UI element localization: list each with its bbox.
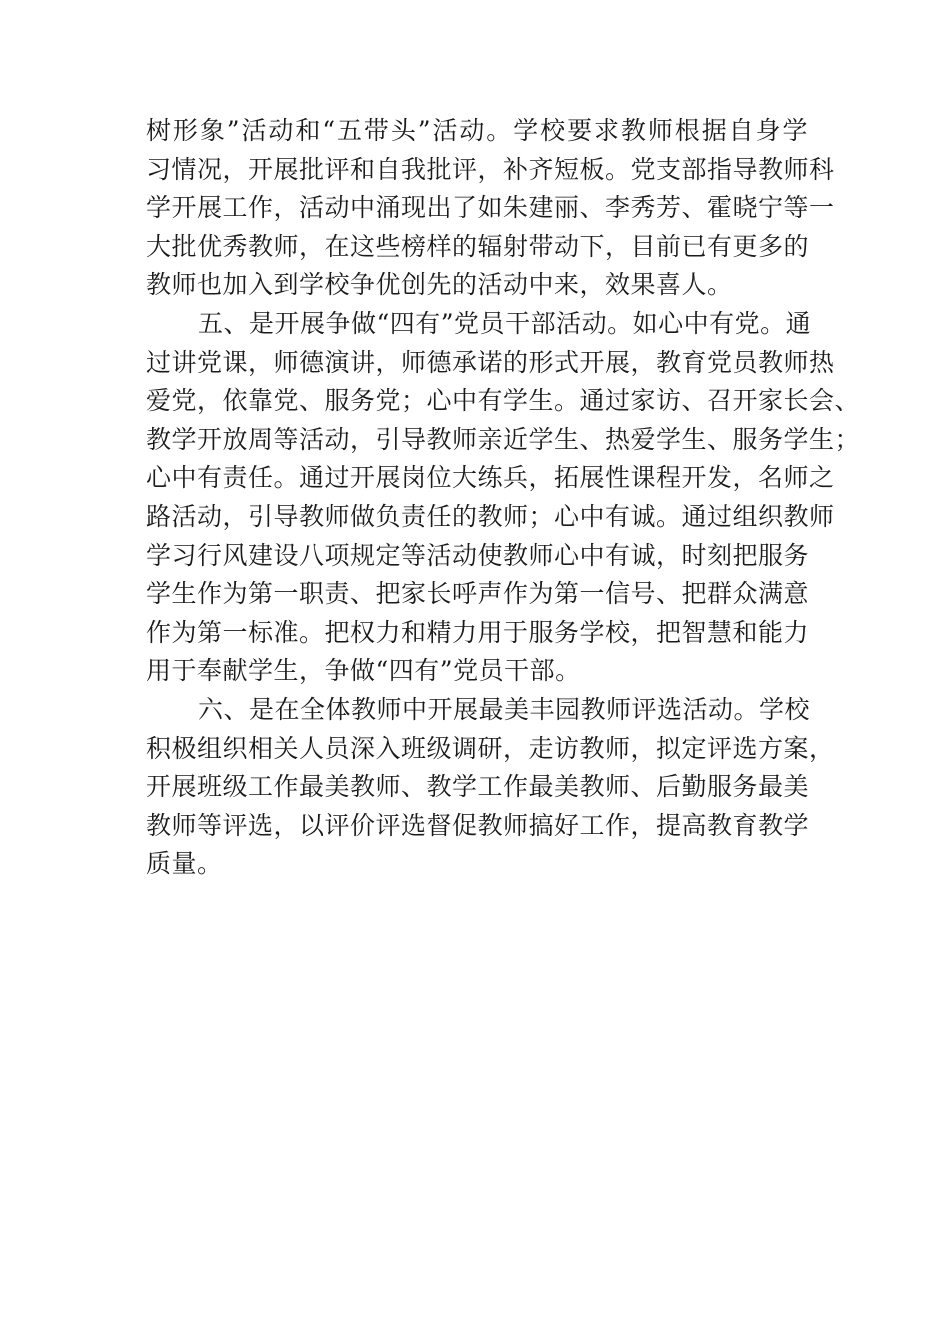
document-body [146,112,861,884]
text-line: 过讲党课，师德演讲，师德承诺的形式开展，教育党员教师热 [146,347,835,377]
text-line: 学习行风建设八项规定等活动使教师心中有诚，时刻把服务 [146,540,810,570]
text-line: 教师也加入到学校争优创先的活动中来，效果喜人。 [146,270,733,300]
text-line: 六、是在全体教师中开展最美丰园教师评选活动。学校 [198,694,811,724]
text-line: 积极组织相关人员深入班级调研，走访教师，拟定评选方案， [146,733,835,763]
text-line: 作为第一标准。把权力和精力用于服务学校，把智慧和能力 [146,617,810,647]
text-line: 学生作为第一职责、把家长呼声作为第一信号、把群众满意 [146,579,810,609]
text-line: 心中有责任。通过开展岗位大练兵，拓展性课程开发，名师之 [146,463,835,493]
text-line: 用于奉献学生，争做“四有”党员干部。 [146,656,581,686]
text-line: 大批优秀教师，在这些榜样的辐射带动下，目前已有更多的 [146,231,810,261]
text-line: 爱党，依靠党、服务党；心中有学生。通过家访、召开家长会、 [146,386,861,416]
paragraph-five [146,305,861,691]
text-line: 教学开放周等活动，引导教师亲近学生、热爱学生、服务学生； [146,424,861,454]
paragraph-continuation [146,112,835,305]
text-line: 习情况，开展批评和自我批评，补齐短板。党支部指导教师科 [146,154,835,184]
text-line: 路活动，引导教师做负责任的教师；心中有诚。通过组织教师 [146,501,835,531]
paragraph-six [146,691,835,884]
text-line: 树形象”活动和“五带头”活动。学校要求教师根据自身学 [146,116,808,145]
text-line: 开展班级工作最美教师、教学工作最美教师、后勤服务最美 [146,772,810,802]
text-line: 质量。 [146,849,223,879]
text-line: 五、是开展争做“四有”党员干部活动。如心中有党。通 [198,308,812,338]
text-line: 学开展工作，活动中涌现出了如朱建丽、李秀芳、霍晓宁等一 [146,193,835,223]
text-line: 教师等评选，以评价评选督促教师搞好工作，提高教育教学 [146,810,810,840]
